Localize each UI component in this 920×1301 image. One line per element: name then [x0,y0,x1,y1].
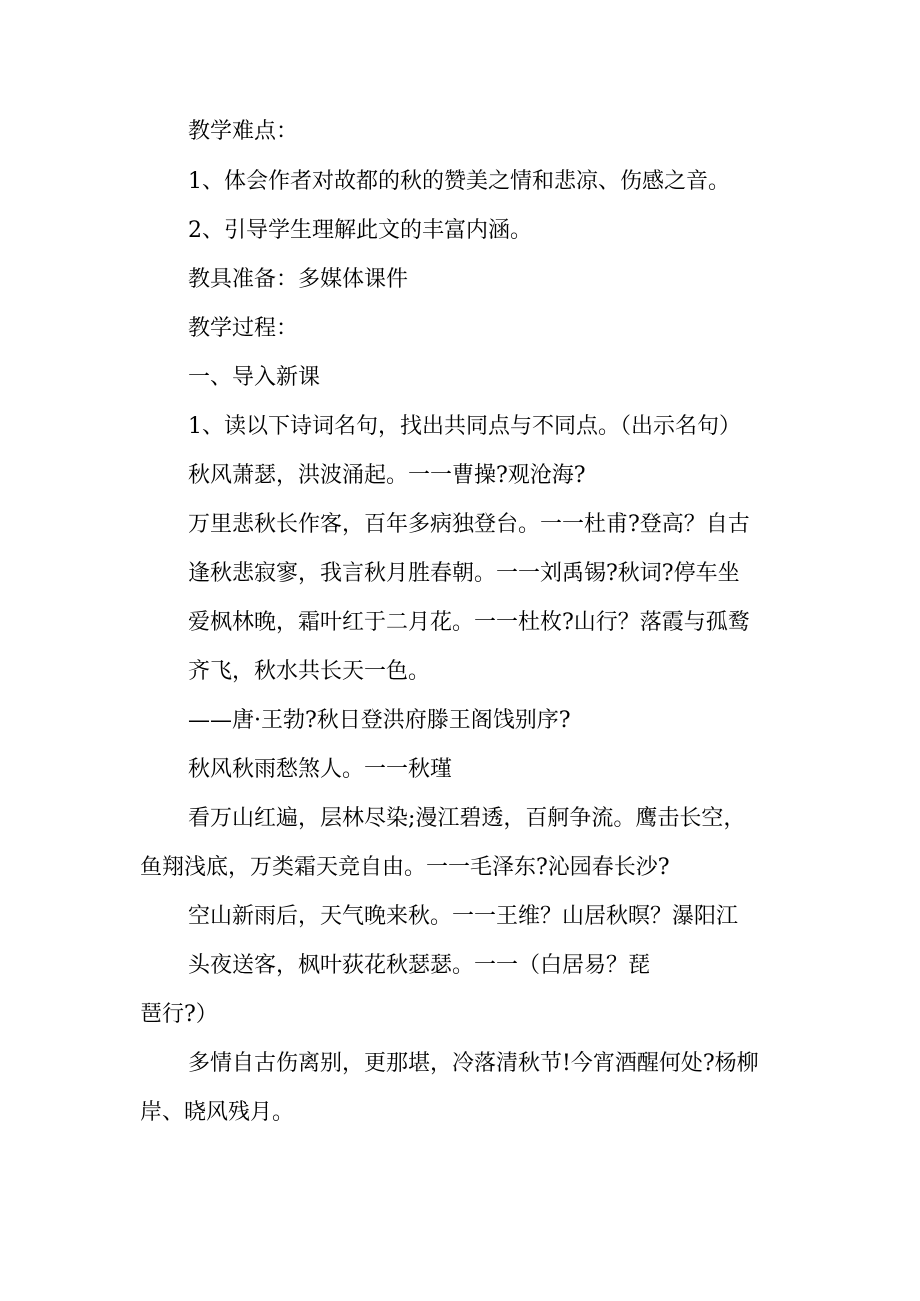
poem-line: 万里悲秋长作客，百年多病独登台。一一杜甫?登高？自古 [188,512,750,537]
poem-line: 看万山红遍，层林尽染;漫江碧透，百舸争流。鹰击长空， [188,806,746,831]
heading-teaching-difficulties: 教学难点： [188,119,299,144]
teaching-aids: 教具准备：多媒体课件 [188,267,409,292]
section-introduction: 一、导入新课 [188,365,321,390]
poem-line: 头夜送客，枫叶荻花秋瑟瑟。一一（白居易？琵 [188,953,651,978]
poem-line: 多情自古伤离别，更那堪，冷落清秋节!今宵酒醒何处?杨柳 [188,1051,759,1076]
poem-line: 岸、晓风残月。 [140,1100,295,1125]
difficulty-item-2: 2、引导学生理解此文的丰富内涵。 [188,218,532,243]
poem-line: ——唐·王勃?秋日登洪府滕王阁饯别序? [188,708,571,733]
heading-teaching-process: 教学过程： [188,316,299,341]
poem-line: 空山新雨后，天气晚来秋。一一王维？山居秋暝？瀑阳江 [188,904,739,929]
poem-line: 琶行?） [140,1002,218,1027]
poem-line: 爱枫林晚，霜叶红于二月花。一一杜枚?山行？落霞与孤鹜 [188,610,750,635]
poem-line: 鱼翔浅底，万类霜天竞自由。一一毛泽东?沁园春长沙? [140,855,670,880]
poem-line: 逢秋悲寂寥，我言秋月胜春朝。一一刘禹锡?秋词?停车坐 [188,561,740,586]
difficulty-item-1: 1、体会作者对故都的秋的赞美之情和悲凉、伤感之音。 [188,169,730,194]
poem-line: 秋风秋雨愁煞人。一一秋瑾 [188,757,453,782]
instruction-read-poems: 1、读以下诗词名句，找出共同点与不同点。（出示名句） [188,414,741,439]
poem-line: 齐飞，秋水共长天一色。 [188,659,431,684]
poem-line: 秋风萧瑟，洪波涌起。一一曹操?观沧海? [188,463,586,488]
